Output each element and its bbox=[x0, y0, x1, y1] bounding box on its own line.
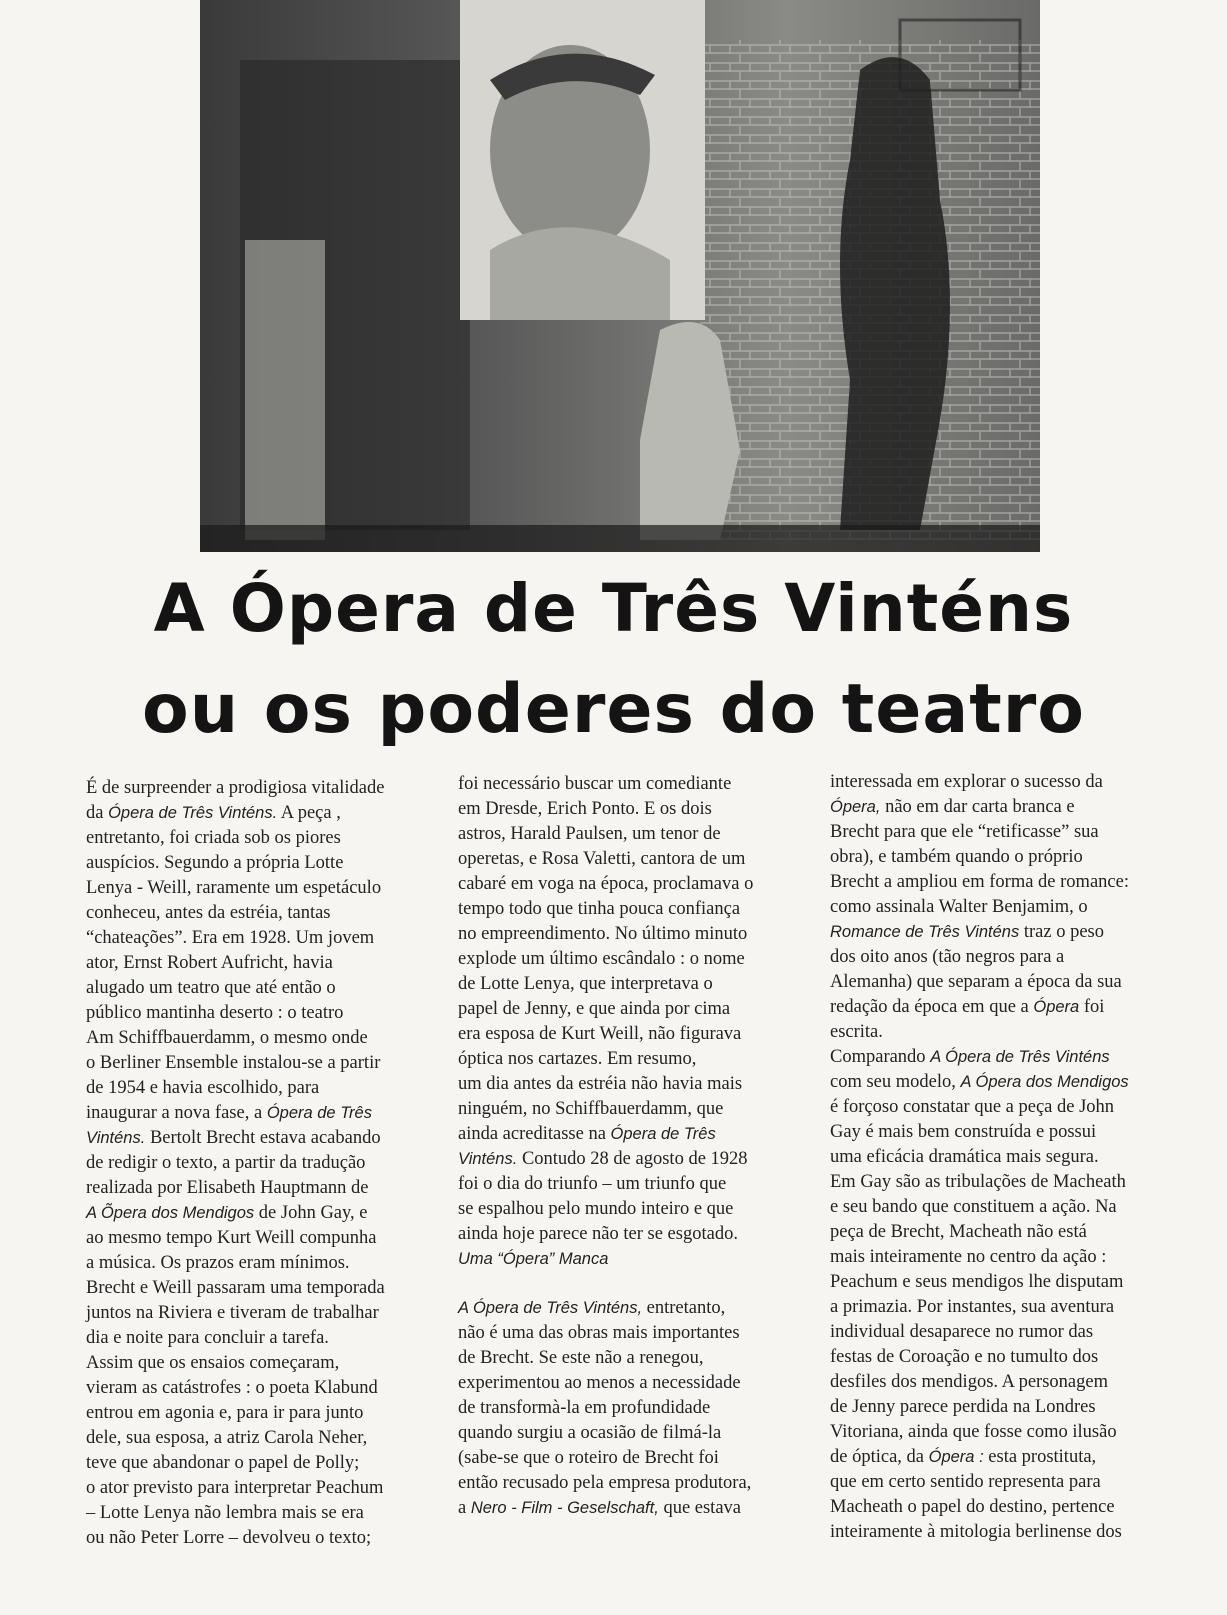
text-line bbox=[458, 872, 803, 897]
italic-title-run: Ópera de Três bbox=[266, 1104, 372, 1122]
text-line bbox=[86, 1526, 431, 1551]
text-line bbox=[86, 1201, 431, 1226]
text-run: da bbox=[86, 803, 109, 823]
text-line bbox=[458, 1047, 803, 1072]
text-run: Vitoriana, ainda que fosse como ilusão bbox=[830, 1422, 1117, 1442]
text-run: de 1954 e havia escolhido, para bbox=[86, 1078, 320, 1098]
text-line bbox=[86, 1051, 431, 1076]
italic-title-run: Ópera de Três Vinténs. bbox=[108, 804, 278, 822]
text-line bbox=[86, 1501, 431, 1526]
text-line bbox=[86, 826, 431, 851]
text-run: – Lotte Lenya não lembra mais se era bbox=[86, 1503, 364, 1523]
column-2-top bbox=[458, 772, 803, 1247]
text-line bbox=[830, 770, 1175, 795]
italic-title-run: A Ópera dos Mendigos bbox=[960, 1073, 1129, 1091]
text-line bbox=[458, 1496, 803, 1521]
text-run: A peça , bbox=[277, 803, 341, 823]
text-run: Brecht a ampliou em forma de romance: bbox=[830, 872, 1129, 892]
text-line bbox=[86, 1451, 431, 1476]
text-run: em Dresde, Erich Ponto. E os dois bbox=[458, 799, 712, 819]
text-run: ou não Peter Lorre – devolveu o texto; bbox=[86, 1528, 372, 1548]
text-run: de transformà-la em profundidade bbox=[458, 1398, 711, 1418]
text-line bbox=[830, 1170, 1175, 1195]
text-line bbox=[830, 870, 1175, 895]
text-line bbox=[458, 1446, 803, 1471]
text-line bbox=[830, 945, 1175, 970]
text-line bbox=[458, 772, 803, 797]
text-run: astros, Harald Paulsen, um tenor de bbox=[458, 824, 721, 844]
text-run: ao mesmo tempo Kurt Weill compunha bbox=[86, 1228, 377, 1248]
text-run: é forçoso constatar que a peça de John bbox=[830, 1097, 1115, 1117]
text-run: interessada em explorar o sucesso da bbox=[830, 772, 1103, 792]
text-line bbox=[458, 947, 803, 972]
text-run: teve que abandonar o papel de Polly; bbox=[86, 1453, 360, 1473]
text-run: Bertolt Brecht estava acabando bbox=[145, 1128, 381, 1148]
text-run: se espalhou pelo mundo inteiro e que bbox=[458, 1199, 734, 1219]
text-run: foi necessário buscar um comediante bbox=[458, 774, 732, 794]
text-column-2 bbox=[458, 772, 803, 1521]
text-line bbox=[86, 876, 431, 901]
italic-title-run: Vinténs. bbox=[86, 1129, 146, 1147]
text-line bbox=[830, 995, 1175, 1020]
text-run: a bbox=[458, 1498, 471, 1518]
text-line bbox=[458, 972, 803, 997]
text-run: cabaré em voga na época, proclamava o bbox=[458, 874, 754, 894]
text-line bbox=[86, 926, 431, 951]
text-line bbox=[86, 1351, 431, 1376]
text-run: Am Schiffbauerdamm, o mesmo onde bbox=[86, 1028, 368, 1048]
text-run: experimentou ao menos a necessidade bbox=[458, 1373, 741, 1393]
text-line bbox=[458, 897, 803, 922]
text-run: inaugurar a nova fase, a bbox=[86, 1103, 267, 1123]
text-run: dele, sua esposa, a atriz Carola Neher, bbox=[86, 1428, 368, 1448]
italic-title-run: Nero - Film - Geselschaft, bbox=[470, 1499, 659, 1517]
text-run: um dia antes da estréia não havia mais bbox=[458, 1074, 743, 1094]
text-run: tempo todo que tinha pouca confiança bbox=[458, 899, 741, 919]
article-title: A Ópera de Três Vinténs bbox=[153, 570, 1074, 647]
text-run: de Brecht. Se este não a renegou, bbox=[458, 1348, 704, 1368]
text-run: redação da época em que a bbox=[830, 997, 1034, 1017]
text-run: Macheath o papel do destino, pertence bbox=[830, 1497, 1115, 1517]
italic-title-run: A Ópera de Três Vinténs, bbox=[458, 1299, 643, 1317]
text-line bbox=[830, 895, 1175, 920]
text-run: Lenya - Weill, raramente um espetáculo bbox=[86, 878, 382, 898]
text-run: escrita. bbox=[830, 1022, 883, 1042]
text-run: auspícios. Segundo a própria Lotte bbox=[86, 853, 344, 873]
text-run: papel de Jenny, e que ainda por cima bbox=[458, 999, 731, 1019]
text-run: uma eficácia dramática mais segura. bbox=[830, 1147, 1099, 1167]
italic-title-run: A Õpera dos Mendigos bbox=[86, 1204, 255, 1222]
text-run: Brecht para que ele “retificasse” sua bbox=[830, 822, 1099, 842]
text-line bbox=[830, 1395, 1175, 1420]
text-line bbox=[830, 795, 1175, 820]
text-line bbox=[86, 1251, 431, 1276]
text-run: quando surgiu a ocasião de filmá-la bbox=[458, 1423, 722, 1443]
text-run: dos oito anos (tão negros para a bbox=[830, 947, 1065, 967]
text-line bbox=[458, 1296, 803, 1321]
text-line bbox=[458, 997, 803, 1022]
text-line bbox=[86, 1126, 431, 1151]
text-run: entretanto, foi criada sob os piores bbox=[86, 828, 341, 848]
text-run: entretanto, bbox=[642, 1298, 726, 1318]
text-line bbox=[458, 1222, 803, 1247]
text-run: vieram as catástrofes : o poeta Klabund bbox=[86, 1378, 378, 1398]
text-line bbox=[830, 1070, 1175, 1095]
text-line bbox=[458, 1197, 803, 1222]
text-line bbox=[830, 1020, 1175, 1045]
text-line bbox=[86, 851, 431, 876]
text-line bbox=[86, 951, 431, 976]
text-line bbox=[458, 922, 803, 947]
text-line bbox=[830, 1270, 1175, 1295]
text-run: conheceu, antes da estréia, tantas bbox=[86, 903, 331, 923]
text-run: ainda acreditasse na bbox=[458, 1124, 611, 1144]
text-run: desfiles dos mendigos. A personagem bbox=[830, 1372, 1108, 1392]
text-line bbox=[86, 801, 431, 826]
text-run: que estava bbox=[658, 1498, 741, 1518]
text-run: mais inteiramente no centro da ação : bbox=[830, 1247, 1107, 1267]
text-run: inteiramente à mitologia berlinense dos bbox=[830, 1522, 1122, 1542]
text-run: entrou em agonia e, para ir para junto bbox=[86, 1403, 364, 1423]
text-run: festas de Coroação e no tumulto dos bbox=[830, 1347, 1099, 1367]
text-run: o ator previsto para interpretar Peachum bbox=[86, 1478, 384, 1498]
text-run: peça de Brecht, Macheath não está bbox=[830, 1222, 1087, 1242]
text-run: de Jenny parece perdida na Londres bbox=[830, 1397, 1096, 1417]
text-run: ninguém, no Schiffbauerdamm, que bbox=[458, 1099, 724, 1119]
text-line bbox=[830, 1145, 1175, 1170]
italic-title-run: Ópera : bbox=[928, 1448, 984, 1466]
text-run: ator, Ernst Robert Aufricht, havia bbox=[86, 953, 333, 973]
text-line bbox=[458, 1072, 803, 1097]
text-line bbox=[830, 1370, 1175, 1395]
text-line bbox=[458, 1421, 803, 1446]
text-line bbox=[86, 1326, 431, 1351]
text-line bbox=[830, 1295, 1175, 1320]
italic-title-run: Ópera, bbox=[830, 798, 881, 816]
text-run: esta prostituta, bbox=[983, 1447, 1097, 1467]
text-run: público mantinha deserto : o teatro bbox=[86, 1003, 344, 1023]
text-line bbox=[830, 1420, 1175, 1445]
text-line bbox=[830, 1195, 1175, 1220]
text-line bbox=[86, 1426, 431, 1451]
text-run: óptica nos cartazes. Em resumo, bbox=[458, 1049, 697, 1069]
text-run: Assim que os ensaios começaram, bbox=[86, 1353, 340, 1373]
text-line bbox=[86, 1301, 431, 1326]
text-run: operetas, e Rosa Valetti, cantora de um bbox=[458, 849, 746, 869]
text-line bbox=[86, 1226, 431, 1251]
italic-title-run: Vinténs. bbox=[458, 1150, 518, 1168]
text-line bbox=[458, 1346, 803, 1371]
text-run: não é uma das obras mais importantes bbox=[458, 1323, 740, 1343]
text-line bbox=[86, 1276, 431, 1301]
text-run: Comparando bbox=[830, 1047, 931, 1067]
text-run: obra), e também quando o próprio bbox=[830, 847, 1083, 867]
text-line bbox=[830, 1445, 1175, 1470]
italic-title-run: Romance de Três Vinténs bbox=[830, 923, 1020, 941]
text-line bbox=[86, 1151, 431, 1176]
text-line bbox=[830, 1220, 1175, 1245]
text-run: realizada por Elisabeth Hauptmann de bbox=[86, 1178, 369, 1198]
text-run: de John Gay, e bbox=[254, 1203, 368, 1223]
text-run: É de surpreender a prodigiosa vitalidade bbox=[86, 778, 385, 798]
text-line bbox=[458, 1147, 803, 1172]
text-line bbox=[830, 820, 1175, 845]
text-run: “chateações”. Era em 1928. Um jovem bbox=[86, 928, 375, 948]
text-run: Alemanha) que separam a época da sua bbox=[830, 972, 1122, 992]
text-line bbox=[830, 1045, 1175, 1070]
text-run: Brecht e Weill passaram uma temporada bbox=[86, 1278, 385, 1298]
text-run: foi o dia do triunfo – um triunfo que bbox=[458, 1174, 727, 1194]
text-line bbox=[830, 1345, 1175, 1370]
text-run: então recusado pela empresa produtora, bbox=[458, 1473, 752, 1493]
section-subheading: Uma “Ópera” Manca bbox=[458, 1250, 609, 1268]
text-run: Em Gay são as tribulações de Macheath bbox=[830, 1172, 1126, 1192]
text-line bbox=[830, 1095, 1175, 1120]
text-line bbox=[458, 797, 803, 822]
text-run: e seu bando que constituem a ação. Na bbox=[830, 1197, 1117, 1217]
text-line bbox=[458, 822, 803, 847]
text-run: Contudo 28 de agosto de 1928 bbox=[517, 1149, 748, 1169]
text-run: foi bbox=[1079, 997, 1105, 1017]
text-line bbox=[86, 1026, 431, 1051]
italic-title-run: Ópera bbox=[1033, 998, 1080, 1016]
text-line bbox=[86, 1101, 431, 1126]
text-line bbox=[830, 1470, 1175, 1495]
text-line bbox=[86, 1376, 431, 1401]
text-line bbox=[86, 1176, 431, 1201]
text-run: com seu modelo, bbox=[830, 1072, 961, 1092]
text-line bbox=[458, 847, 803, 872]
text-run: a primazia. Por instantes, sua aventura bbox=[830, 1297, 1115, 1317]
text-run: que em certo sentido representa para bbox=[830, 1472, 1101, 1492]
column-2-bottom bbox=[458, 1296, 803, 1521]
text-line bbox=[86, 776, 431, 801]
text-line bbox=[86, 1476, 431, 1501]
text-run: ainda hoje parece não ter se esgotado. bbox=[458, 1224, 738, 1244]
italic-title-run: A Ópera de Três Vinténs bbox=[930, 1048, 1110, 1066]
text-line bbox=[458, 1396, 803, 1421]
text-run: no empreendimento. No último minuto bbox=[458, 924, 748, 944]
text-line bbox=[458, 1371, 803, 1396]
text-line bbox=[86, 1001, 431, 1026]
text-line bbox=[86, 901, 431, 926]
text-line bbox=[458, 1097, 803, 1122]
text-run: alugado um teatro que até então o bbox=[86, 978, 336, 998]
text-run: (sabe-se que o roteiro de Brecht foi bbox=[458, 1448, 719, 1468]
text-run: Gay é mais bem construída e possui bbox=[830, 1122, 1097, 1142]
text-run: o Berliner Ensemble instalou-se a partir bbox=[86, 1053, 381, 1073]
text-column-3 bbox=[830, 770, 1175, 1545]
text-line bbox=[86, 1401, 431, 1426]
theatre-photo-icon bbox=[200, 0, 1040, 552]
text-line bbox=[830, 970, 1175, 995]
text-run: era esposa de Kurt Weill, não figurava bbox=[458, 1024, 742, 1044]
theatre-photo bbox=[200, 0, 1040, 552]
article-subtitle: ou os poderes do teatro bbox=[142, 670, 1085, 749]
text-run: Peachum e seus mendigos lhe disputam bbox=[830, 1272, 1124, 1292]
text-run: não em dar carta branca e bbox=[880, 797, 1075, 817]
text-run: explode um último escândalo : o nome bbox=[458, 949, 745, 969]
text-line bbox=[458, 1122, 803, 1147]
text-run: a música. Os prazos eram mínimos. bbox=[86, 1253, 350, 1273]
text-run: juntos na Riviera e tiveram de trabalhar bbox=[86, 1303, 379, 1323]
text-run: traz o peso bbox=[1019, 922, 1104, 942]
text-line bbox=[830, 920, 1175, 945]
text-run: de redigir o texto, a partir da tradução bbox=[86, 1153, 366, 1173]
text-line bbox=[86, 976, 431, 1001]
text-run: de Lotte Lenya, que interpretava o bbox=[458, 974, 713, 994]
italic-title-run: Ópera de Três bbox=[610, 1125, 716, 1143]
text-line bbox=[830, 1495, 1175, 1520]
text-line bbox=[830, 845, 1175, 870]
text-run: dia e noite para concluir a tarefa. bbox=[86, 1328, 329, 1348]
text-run: como assinala Walter Benjamim, o bbox=[830, 897, 1088, 917]
text-line bbox=[458, 1471, 803, 1496]
text-line bbox=[830, 1520, 1175, 1545]
text-line bbox=[458, 1321, 803, 1346]
text-run: de óptica, da bbox=[830, 1447, 929, 1467]
text-line bbox=[830, 1245, 1175, 1270]
text-line bbox=[86, 1076, 431, 1101]
text-line bbox=[830, 1320, 1175, 1345]
text-run: individual desaparece no rumor das bbox=[830, 1322, 1094, 1342]
text-line bbox=[458, 1172, 803, 1197]
text-line bbox=[830, 1120, 1175, 1145]
text-column-1 bbox=[86, 776, 431, 1551]
text-line bbox=[458, 1022, 803, 1047]
